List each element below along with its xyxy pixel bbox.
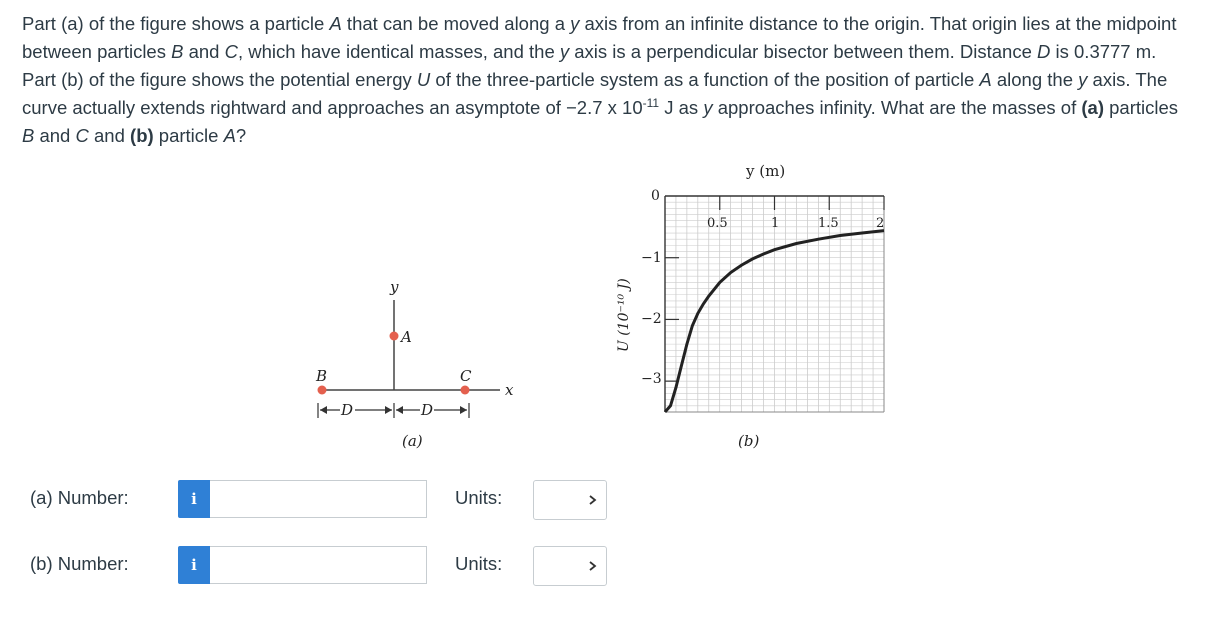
c-label: C — [460, 367, 472, 385]
answer-b-number-input[interactable] — [210, 546, 427, 584]
caption-b: (b) — [738, 432, 760, 450]
y-label: y — [390, 278, 399, 296]
a-label: A — [401, 328, 412, 346]
units-b-label: Units: — [455, 553, 503, 574]
caption-a: (a) — [402, 432, 423, 450]
y-axis-title: U (10⁻¹⁰ J) — [616, 278, 632, 352]
answer-row-b — [0, 543, 700, 587]
hint-a-button[interactable]: i — [178, 480, 210, 518]
units-b-select[interactable] — [533, 546, 607, 586]
question-text: Part (a) of the figure shows a particle A that can be moved along a y axis from an infinite distance to the origin. That origin lies at the midpoint between particles B and C, which have identical masses, and the y axis is a perpendicular bisector between them. Distance D is 0.3777 m. Part (b) of the figure shows the potential energy U of the three-particle system as a function of the position of particle A along the y axis. The curve actually extends rightward and approaches an asymptote of −2.7 x $10^{-11}$ J as y approaches infinity. What are the masses of (a) particles B and C and (b) particle A? — [22, 13, 1179, 146]
y-tick-label: −2 — [641, 311, 662, 327]
x-tick-label: 0.5 — [707, 216, 728, 231]
chevron-down-icon — [588, 559, 598, 573]
answer-b-label: (b) Number: — [30, 553, 129, 574]
d-right-label: D — [421, 401, 434, 419]
y-tick-label: −1 — [641, 250, 662, 266]
y-tick-label: −3 — [641, 371, 662, 387]
x-tick-label: 1 — [771, 216, 780, 231]
particle-a — [390, 332, 399, 341]
answer-a-label: (a) Number: — [30, 487, 129, 508]
chevron-down-icon — [588, 493, 598, 507]
units-a-select[interactable] — [533, 480, 607, 520]
particle-c — [461, 386, 470, 395]
potential-energy-curve — [665, 231, 884, 412]
hint-b-button[interactable]: i — [178, 546, 210, 584]
particle-b — [318, 386, 327, 395]
answer-row-a — [0, 477, 700, 521]
answer-a-number-input[interactable] — [210, 480, 427, 518]
units-a-label: Units: — [455, 487, 503, 508]
zero-label: 0 — [651, 188, 660, 204]
d-left-label: D — [341, 401, 354, 419]
x-label: x — [505, 381, 514, 399]
x-tick-label: 1.5 — [818, 216, 839, 231]
chart-title: y (m) — [746, 162, 786, 180]
b-label: B — [316, 367, 328, 385]
chart-grid — [665, 196, 884, 412]
x-tick-label: 2 — [876, 216, 885, 231]
